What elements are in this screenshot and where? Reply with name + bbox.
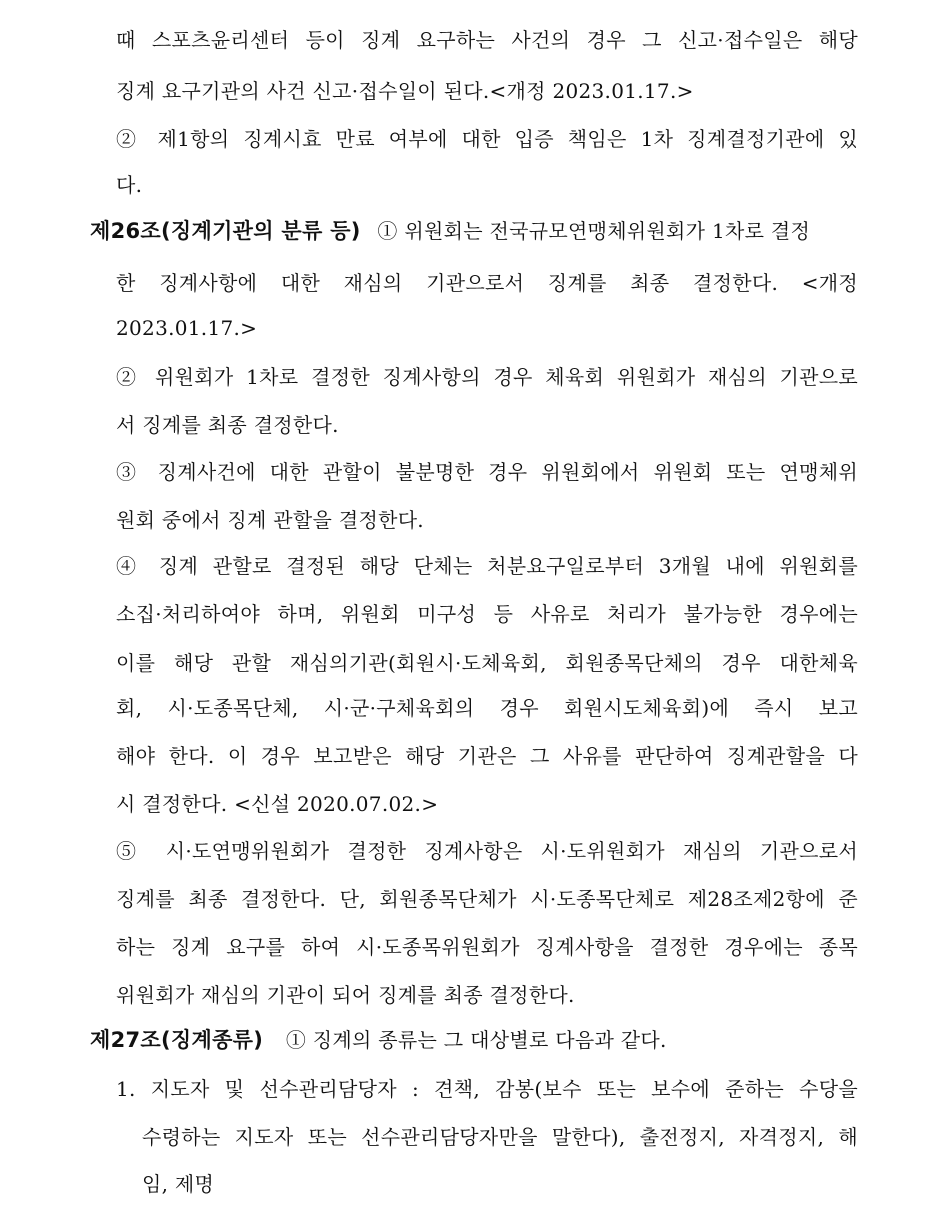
text-line: 징계 요구기관의 사건 신고·접수일이 된다.<개정 2023.01.17.> xyxy=(116,79,694,103)
text-line: 회, 시·도종목단체, 시·군·구체육회의 경우 회원시도체육회)에 즉시 보고 xyxy=(116,696,858,720)
article-27-title: 제27조(징계종류) xyxy=(90,1028,264,1052)
text-line: ② 제1항의 징계시효 만료 여부에 대한 입증 책임은 1차 징계결정기관에 있 xyxy=(116,127,858,151)
list-item-line: 수령하는 지도자 또는 선수관리담당자만을 말한다), 출전정지, 자격정지, 해 xyxy=(142,1125,858,1149)
text-line: 서 징계를 최종 결정한다. xyxy=(116,413,339,437)
text-line: ④ 징계 관할로 결정된 해당 단체는 처분요구일로부터 3개월 내에 위원회를 xyxy=(116,554,858,578)
text-line: ② 위원회가 1차로 결정한 징계사항의 경우 체육회 위원회가 재심의 기관으로 xyxy=(116,365,858,389)
text-line: ③ 징계사건에 대한 관할이 불분명한 경우 위원회에서 위원회 또는 연맹체위 xyxy=(116,460,858,484)
text-line: 소집·처리하여야 하며, 위원회 미구성 등 사유로 처리가 불가능한 경우에는 xyxy=(116,602,858,626)
list-item-line: 임, 제명 xyxy=(142,1172,215,1196)
text-line: 2023.01.17.> xyxy=(116,316,258,340)
text-line: ① 위원회는 전국규모연맹체위원회가 1차로 결정 xyxy=(377,219,811,243)
text-line: ① 징계의 종류는 그 대상별로 다음과 같다. xyxy=(285,1028,667,1052)
text-line: 해야 한다. 이 경우 보고받은 해당 기관은 그 사유를 판단하여 징계관할을 다 xyxy=(116,744,858,768)
text-line: 원회 중에서 징계 관할을 결정한다. xyxy=(116,508,424,532)
text-line: 이를 해당 관할 재심의기관(회원시·도체육회, 회원종목단체의 경우 대한체육 xyxy=(116,651,858,675)
text-line: ⑤ 시·도연맹위원회가 결정한 징계사항은 시·도위원회가 재심의 기관으로서 xyxy=(116,839,858,863)
article-26-first-line xyxy=(90,216,858,246)
text-line: 시 결정한다. <신설 2020.07.02.> xyxy=(116,792,439,816)
text-line: 때 스포츠윤리센터 등이 징계 요구하는 사건의 경우 그 신고·접수일은 해당 xyxy=(116,28,858,52)
article-27-first-line xyxy=(90,1025,667,1055)
text-line: 하는 징계 요구를 하여 시·도종목위원회가 징계사항을 결정한 경우에는 종목 xyxy=(116,935,858,959)
list-item-line: 1. 지도자 및 선수관리담당자 : 견책, 감봉(보수 또는 보수에 준하는 수당을 xyxy=(116,1077,858,1101)
text-line: 징계를 최종 결정한다. 단, 회원종목단체가 시·도종목단체로 제28조제2항에 준 xyxy=(116,887,858,911)
article-26-title: 제26조(징계기관의 분류 등) xyxy=(90,219,361,243)
text-line: 한 징계사항에 대한 재심의 기관으로서 징계를 최종 결정한다. <개정 xyxy=(116,271,858,295)
text-line: 위원회가 재심의 기관이 되어 징계를 최종 결정한다. xyxy=(116,983,575,1007)
text-line: 다. xyxy=(116,173,143,197)
